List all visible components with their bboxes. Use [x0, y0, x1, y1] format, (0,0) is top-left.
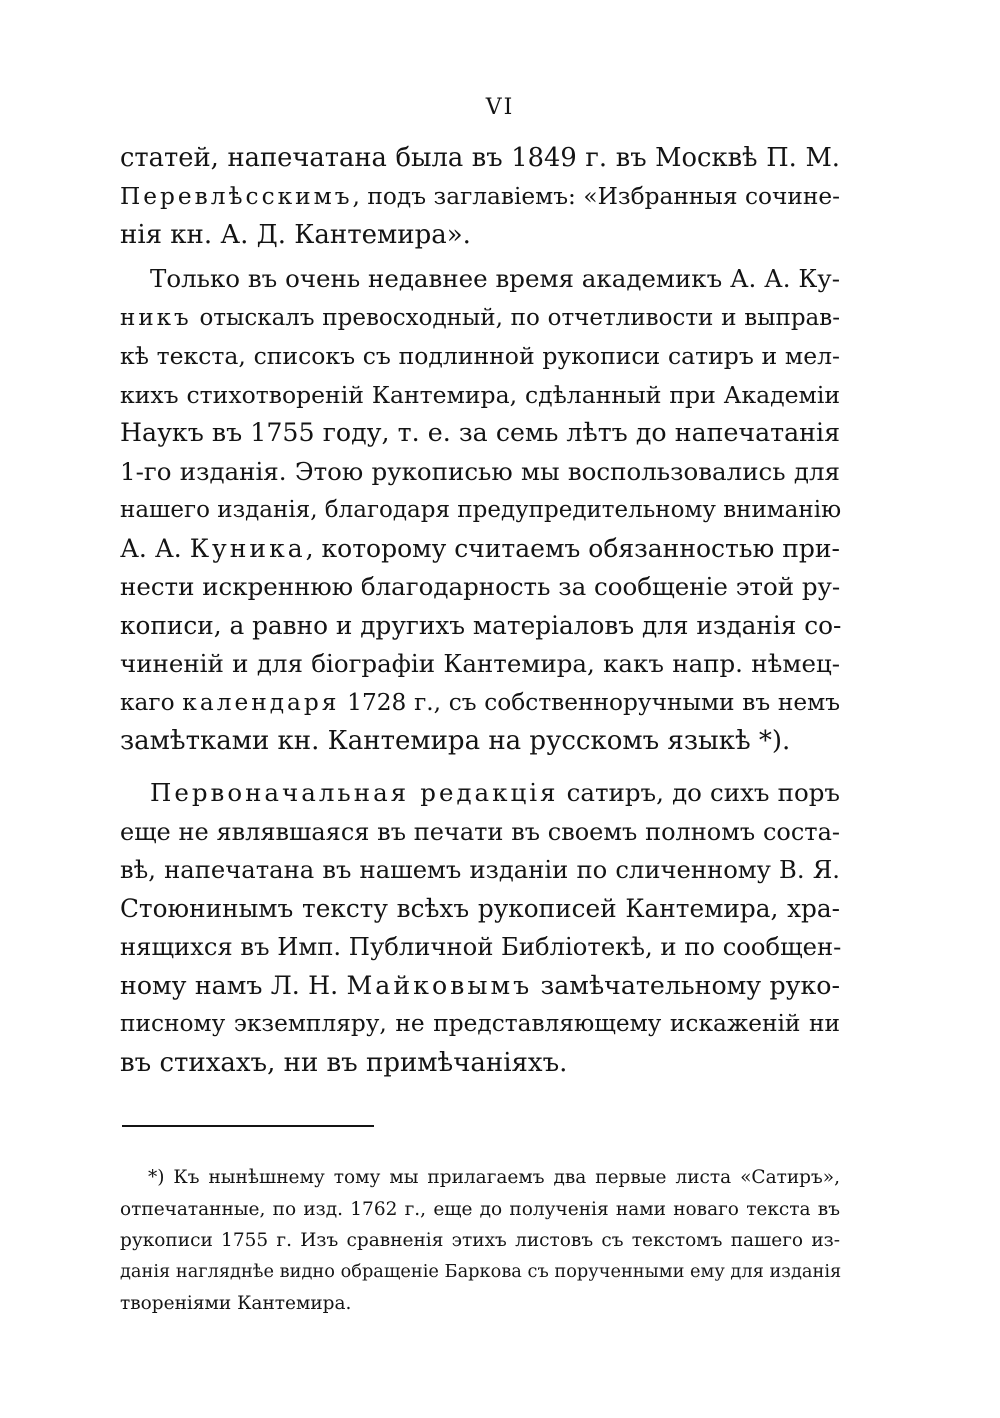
footnote-divider — [122, 1125, 374, 1127]
footnote-line: отпечатанные, по изд. 1762 г., еще до полученія нами новаго текста въ — [120, 1198, 840, 1220]
text-line: кописи, а равно и другихъ матеріаловъ для изданія со- — [120, 610, 842, 640]
text-line: въ стихахъ, ни въ примѣчаніяхъ. — [120, 1047, 568, 1078]
spaced-word-calendar: календаря — [182, 688, 340, 716]
spaced-phrase-original-redaction: Первоначальная редакція — [150, 778, 559, 807]
text-line: нести искреннюю благодарность за сообщеніе этой ру- — [120, 572, 841, 601]
paragraph-3 — [120, 774, 840, 1082]
text-line: ному намъ Л. Н. Майковымъ замѣчательному руко- — [120, 970, 840, 1000]
paragraph-2 — [120, 260, 840, 761]
text-line: нящихся въ Имп. Публичной Библіотекѣ, и по сообщен- — [120, 932, 842, 961]
text-line: Первоначальная редакція сатиръ, до сихъ поръ — [150, 778, 840, 807]
text-line: 1-го изданія. Этою рукописью мы воспользовались для — [120, 456, 840, 486]
spaced-name-kunika: Куника — [189, 533, 306, 563]
text-line: писному экземпляру, не представляющему искаженій ни — [120, 1010, 840, 1037]
footnote-line: рукописи 1755 г. Изъ сравненія этихъ листовъ съ текстомъ пашего из- — [120, 1230, 840, 1251]
text-line: Стоюнинымъ тексту всѣхъ рукописей Кантемира, хра- — [120, 893, 840, 923]
text-line: нія кн. А. Д. Кантемира». — [120, 220, 471, 250]
footnote — [120, 1162, 840, 1320]
text-line: замѣтками кн. Кантемира на русскомъ языкѣ *). — [120, 726, 791, 756]
text-line: каго календаря 1728 г., съ собственноручными въ немъ — [120, 688, 840, 716]
paragraph-1 — [120, 139, 840, 255]
spaced-name-kunik: никъ — [120, 304, 192, 331]
spaced-name-perevlessky: Перевлѣсскимъ — [120, 182, 353, 210]
text-line: кѣ текста, списокъ съ подлинной рукописи сатиръ и мел- — [120, 342, 840, 370]
text-line: А. А. Куника, которому считаемъ обязанностью при- — [120, 533, 841, 563]
text-line: нашего изданія, благодаря предупредительному вниманію — [120, 497, 842, 523]
footnote-line: *) Къ нынѣшнему тому мы прилагаемъ два первые листа «Сатиръ», — [148, 1167, 840, 1188]
footnote-line: твореніями Кантемира. — [120, 1293, 352, 1314]
text-line: Перевлѣсскимъ, подъ заглавіемъ: «Избранныя сочине- — [120, 182, 840, 210]
text-line: еще не являвшаяся въ печати въ своемъ полномъ соста- — [120, 817, 840, 846]
page-number: VI — [485, 95, 515, 120]
text-line: никъ отыскалъ превосходный, по отчетливости и выправ- — [120, 304, 840, 331]
footnote-line: данія нагляднѣе видно обращеніе Баркова съ порученными ему для изданія — [120, 1261, 842, 1282]
text-line: кихъ стихотвореній Кантемира, сдѣланный при Академіи — [120, 380, 840, 409]
spaced-name-maikov: Майковымъ — [346, 970, 533, 1000]
text-line: чиненій и для біографіи Кантемира, какъ напр. нѣмец- — [120, 649, 840, 678]
text-line: Только въ очень недавнее время академикъ А. А. Ку- — [150, 264, 840, 293]
text-line: статей, напечатана была въ 1849 г. въ Москвѣ П. М. — [120, 143, 840, 173]
text-line: вѣ, напечатана въ нашемъ изданіи по сличенному В. Я. — [120, 855, 840, 884]
text-line: Наукъ въ 1755 году, т. е. за семь лѣтъ до напечатанія — [120, 418, 840, 447]
